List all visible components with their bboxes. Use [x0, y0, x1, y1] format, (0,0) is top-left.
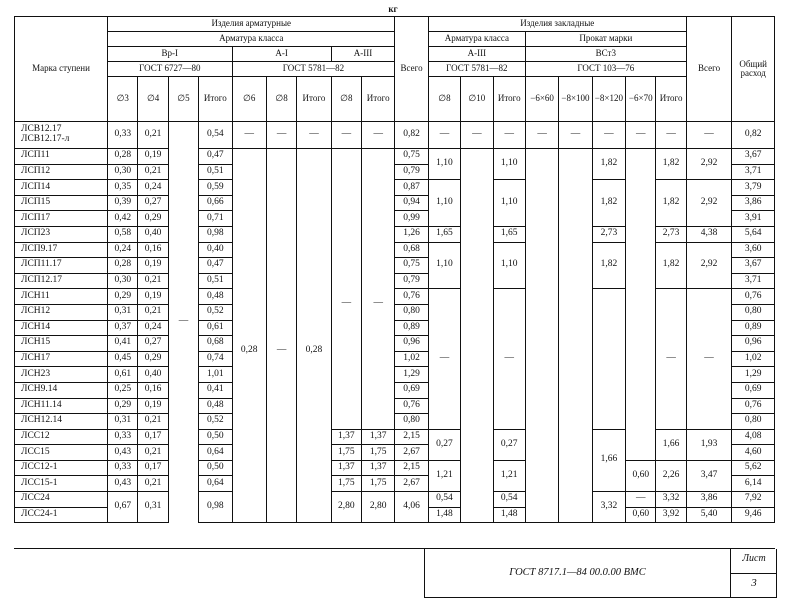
rolled-itogo-cell: — [656, 289, 686, 429]
grade-cell: ЛСН17 [15, 351, 108, 367]
title-block [14, 548, 775, 597]
emb-itogo-cell: 1,65 [493, 226, 525, 242]
d3-cell: 0,35 [108, 180, 138, 196]
table-row [15, 289, 775, 305]
gost-emb-header: ГОСТ 5781—82 [428, 62, 525, 77]
grade-cell: ЛСН15 [15, 336, 108, 352]
overall-cell: 1,02 [732, 351, 775, 367]
grade-cell: ЛСП11 [15, 149, 108, 165]
emb-itogo-cell: 1,10 [493, 149, 525, 180]
d4-cell: 0,21 [138, 164, 168, 180]
d3-cell: 0,31 [108, 304, 138, 320]
emb-total-cell: 4,38 [686, 226, 732, 242]
emb-p3-cell: — [592, 122, 625, 149]
d3-cell: 0,41 [108, 336, 138, 352]
col-itogo-a3: Итого [361, 77, 394, 122]
d3-cell: 0,28 [108, 258, 138, 274]
d4-cell: 0,24 [138, 180, 168, 196]
grade-cell: ЛСН11 [15, 289, 108, 305]
d8-a3-cell [331, 149, 361, 180]
rolled-8x120-cell: 1,66 [592, 429, 625, 491]
col-d8-emb: ∅8 [428, 77, 460, 122]
d4-cell: 0,19 [138, 398, 168, 414]
emb-d8-cell: — [428, 289, 460, 429]
total-rebar-cell: 2,15 [395, 460, 428, 476]
d8-a1-cell: — [266, 180, 296, 523]
d3-cell: 0,43 [108, 476, 138, 492]
d6-cell: 0,28 [232, 180, 266, 523]
total-rebar-cell: 0,82 [395, 122, 428, 149]
itogo-vr-cell: 0,64 [199, 445, 232, 461]
total-rebar-cell: 0,75 [395, 258, 428, 274]
itogo-a3-cell: — [361, 180, 394, 430]
itogo-vr-cell: 0,51 [199, 273, 232, 289]
d3-cell: 0,25 [108, 382, 138, 398]
overall-cell: 7,92 [732, 492, 775, 508]
overall-cell: 3,71 [732, 164, 775, 180]
total-rebar-cell: 4,06 [395, 492, 428, 523]
d3-cell: 0,37 [108, 320, 138, 336]
overall-cell: 9,46 [732, 507, 775, 523]
d3-cell: 0,29 [108, 289, 138, 305]
d4-cell: 0,16 [138, 382, 168, 398]
gost-a-header: ГОСТ 5781—82 [232, 62, 395, 77]
itogo-vr-cell: 0,48 [199, 289, 232, 305]
total-rebar-cell: 0,79 [395, 164, 428, 180]
emb-d10-cell [461, 149, 493, 523]
col-itogo-vr: Итого [199, 77, 232, 122]
d4-cell: 0,19 [138, 258, 168, 274]
d8-a1-cell [266, 149, 296, 180]
grade-cell: ЛСП12 [15, 164, 108, 180]
emb-itogo-cell: 0,27 [493, 429, 525, 460]
overall-cell: 3,86 [732, 195, 775, 211]
overall-cell: 3,67 [732, 258, 775, 274]
emb-total-cell: 1,93 [686, 429, 732, 460]
overall-cell: 3,71 [732, 273, 775, 289]
d4-cell: 0,31 [138, 492, 168, 523]
d3-cell: 0,61 [108, 367, 138, 383]
rolled-itogo-cell: 2,73 [656, 226, 686, 242]
overall-cell: 1,29 [732, 367, 775, 383]
total-rebar-cell: 0,76 [395, 289, 428, 305]
d6-cell: — [232, 122, 266, 149]
total-rebar-cell: 2,67 [395, 445, 428, 461]
emb-d8-cell: 1,10 [428, 149, 460, 180]
total-rebar-header: Всего [395, 17, 428, 122]
overall-cell: 3,91 [732, 211, 775, 227]
emb-total-cell: 2,92 [686, 242, 732, 289]
col-itogo-rolled: Итого [656, 77, 686, 122]
table-row [15, 226, 775, 242]
emb-itogo-cell: 1,10 [493, 180, 525, 227]
d3-cell: 0,42 [108, 211, 138, 227]
grade-cell: ЛСП9.17 [15, 242, 108, 258]
emb-d8-cell: 1,21 [428, 460, 460, 491]
a1-header: А-I [232, 47, 331, 62]
grade-cell: ЛСН14 [15, 320, 108, 336]
grade-cell: ЛСП12.17 [15, 273, 108, 289]
emb-itogo-cell: 1,21 [493, 460, 525, 491]
itogo-vr-cell: 0,98 [199, 226, 232, 242]
rolled-itogo-cell: 1,82 [656, 149, 686, 180]
emb-p2-cell: — [559, 122, 592, 149]
d4-cell: 0,21 [138, 304, 168, 320]
rolled-6x70-cell [626, 149, 656, 461]
rolled-8x100-cell [559, 149, 592, 523]
col-d8-a1: ∅8 [266, 77, 296, 122]
table-row [15, 492, 775, 508]
itogo-vr-cell: 0,64 [199, 476, 232, 492]
rolled-8x120-cell: 1,82 [592, 180, 625, 227]
rolled-6x70-cell: 0,60 [626, 460, 656, 491]
grade-cell: ЛСП14 [15, 180, 108, 196]
grade-cell: ЛСП17 [15, 211, 108, 227]
total-rebar-cell: 0,80 [395, 304, 428, 320]
d4-cell: 0,27 [138, 195, 168, 211]
itogo-vr-cell: 0,47 [199, 149, 232, 165]
total-rebar-cell: 0,69 [395, 382, 428, 398]
col-d8-a3: ∅8 [331, 77, 361, 122]
col-6x60: −6×60 [525, 77, 558, 122]
itogo-vr-cell: 0,68 [199, 336, 232, 352]
vr1-header: Вр-I [108, 47, 232, 62]
total-rebar-cell: 1,29 [395, 367, 428, 383]
d4-cell: 0,17 [138, 429, 168, 445]
total-rebar-cell: 0,76 [395, 398, 428, 414]
a3-header: А-III [331, 47, 395, 62]
overall-cell: 0,76 [732, 398, 775, 414]
d3-cell: 0,28 [108, 149, 138, 165]
col-d4: ∅4 [138, 77, 168, 122]
d3-cell: 0,33 [108, 460, 138, 476]
d8-a3-cell: — [331, 122, 361, 149]
rolled-6x70-cell: 0,60 [626, 507, 656, 523]
emb-total-cell: 3,47 [686, 460, 732, 491]
emb-eit-cell: — [493, 122, 525, 149]
emb-itogo-cell: 1,48 [493, 507, 525, 523]
a3-emb-header: А-III [428, 47, 525, 62]
itogo-vr-cell: 0,52 [199, 304, 232, 320]
d3-cell: 0,67 [108, 492, 138, 523]
overall-cell: 0,69 [732, 382, 775, 398]
d4-cell: 0,19 [138, 289, 168, 305]
itogo-vr-cell: 0,61 [199, 320, 232, 336]
table-row [15, 180, 775, 196]
total-rebar-cell: 0,75 [395, 149, 428, 165]
col-d10-emb: ∅10 [461, 77, 493, 122]
spec-table [14, 16, 775, 523]
itogo-a3-cell: 1,75 [361, 476, 394, 492]
total-rebar-cell: 0,68 [395, 242, 428, 258]
grade-cell: ЛСС24-1 [15, 507, 108, 523]
d8-a3-cell: 1,37 [331, 460, 361, 476]
d3-cell: 0,45 [108, 351, 138, 367]
overall-cell: 6,14 [732, 476, 775, 492]
rolled-header: Прокат марки [525, 32, 686, 47]
emb-p1-cell: — [525, 122, 558, 149]
total-rebar-cell: 0,89 [395, 320, 428, 336]
d3-cell: 0,33 [108, 429, 138, 445]
d3-cell: 0,33 [108, 122, 138, 149]
overall-cell: 0,80 [732, 414, 775, 430]
emb-total-cell: 3,86 [686, 492, 732, 508]
col-itogo-a1: Итого [297, 77, 331, 122]
rolled-8x120-cell: 2,73 [592, 226, 625, 242]
col-6x70: −6×70 [626, 77, 656, 122]
emb-d8-cell: 1,48 [428, 507, 460, 523]
rolled-8x120-cell: 1,82 [592, 242, 625, 289]
itogo-vr-cell: 0,40 [199, 242, 232, 258]
grade-cell: ЛСН12.14 [15, 414, 108, 430]
overall-cell: 3,67 [732, 149, 775, 165]
rebar-group-header: Изделия арматурные [108, 17, 395, 32]
rolled-8x120-cell: 3,32 [592, 492, 625, 523]
d3-cell: 0,29 [108, 398, 138, 414]
d4-cell: 0,29 [138, 211, 168, 227]
document-code: ГОСТ 8717.1—84 00.0.00 ВМС [509, 567, 646, 578]
d3-cell: 0,58 [108, 226, 138, 242]
itogo-vr-cell: 0,59 [199, 180, 232, 196]
total-rebar-cell: 1,26 [395, 226, 428, 242]
itogo-vr-cell: 0,66 [199, 195, 232, 211]
d4-cell: 0,21 [138, 122, 168, 149]
emb-d8-cell: 0,27 [428, 429, 460, 460]
itogo-vr-cell: 1,01 [199, 367, 232, 383]
grade-cell: ЛСВ12.17 ЛСВ12.17-л [15, 122, 108, 149]
total-rebar-cell: 0,99 [395, 211, 428, 227]
d4-cell: 0,21 [138, 476, 168, 492]
d4-cell: 0,16 [138, 242, 168, 258]
itogo-vr-cell: 0,54 [199, 122, 232, 149]
gost-vr-header: ГОСТ 6727—80 [108, 62, 232, 77]
rebar-class-header: Арматура класса [108, 32, 395, 47]
rolled-itogo-cell: 1,66 [656, 429, 686, 460]
grade-cell: ЛСС15 [15, 445, 108, 461]
d4-cell: 0,27 [138, 336, 168, 352]
col-d5: ∅5 [168, 77, 198, 122]
total-rebar-cell: 2,15 [395, 429, 428, 445]
itogo-vr-cell: 0,74 [199, 351, 232, 367]
d4-cell: 0,24 [138, 320, 168, 336]
col-8x120: −8×120 [592, 77, 625, 122]
rolled-8x120-cell [592, 289, 625, 429]
d4-cell: 0,21 [138, 414, 168, 430]
emb-total-cell: 2,92 [686, 149, 732, 180]
d4-cell: 0,21 [138, 273, 168, 289]
itogo-a3-cell: 1,37 [361, 429, 394, 445]
sheet-number: 3 [751, 577, 757, 589]
itogo-a3-cell [361, 149, 394, 180]
d6-cell [232, 149, 266, 180]
emb-itogo-cell: 0,54 [493, 492, 525, 508]
emb-total-cell: 2,92 [686, 180, 732, 227]
rolled-6x60-cell [525, 149, 558, 523]
col-8x100: −8×100 [559, 77, 592, 122]
vst3-header: ВСт3 [525, 47, 686, 62]
itogo-a3-cell: 1,37 [361, 460, 394, 476]
emb-e10-cell: — [461, 122, 493, 149]
itogo-vr-cell: 0,51 [199, 164, 232, 180]
table-row [15, 429, 775, 445]
sheet-label: Лист [742, 553, 766, 564]
d3-cell: 0,43 [108, 445, 138, 461]
d4-cell: 0,19 [138, 149, 168, 165]
itogo-vr-cell: 0,47 [199, 258, 232, 274]
itogo-vr-cell: 0,52 [199, 414, 232, 430]
itogo-a1-cell: 0,28 [297, 180, 331, 523]
itogo-vr-cell: 0,41 [199, 382, 232, 398]
rolled-6x70-cell: — [626, 492, 656, 508]
grade-cell: ЛСН23 [15, 367, 108, 383]
grade-cell: ЛСП23 [15, 226, 108, 242]
sheet-divider [731, 573, 777, 574]
d3-cell: 0,30 [108, 273, 138, 289]
table-row [15, 242, 775, 258]
overall-cell: 5,62 [732, 460, 775, 476]
rolled-itogo-cell: 1,82 [656, 180, 686, 227]
grade-cell: ЛСС15-1 [15, 476, 108, 492]
grade-header: Марка ступени [15, 17, 108, 122]
table-row [15, 460, 775, 476]
d3-cell: 0,31 [108, 414, 138, 430]
col-d3: ∅3 [108, 77, 138, 122]
d4-cell: 0,21 [138, 445, 168, 461]
overall-cell: 0,76 [732, 289, 775, 305]
d4-cell: 0,17 [138, 460, 168, 476]
embedded-group-header: Изделия закладные [428, 17, 686, 32]
total-rebar-cell: 0,80 [395, 414, 428, 430]
itogo-a3-cell: — [361, 122, 394, 149]
grade-cell: ЛСС24 [15, 492, 108, 508]
itogo-vr-cell: 0,48 [199, 398, 232, 414]
col-itogo-emb: Итого [493, 77, 525, 122]
overall-cell: 0,89 [732, 320, 775, 336]
emb-d8-cell: 1,65 [428, 226, 460, 242]
d3-cell: 0,39 [108, 195, 138, 211]
emb-class-header: Арматура класса [428, 32, 525, 47]
total-rebar-cell: 0,79 [395, 273, 428, 289]
d8-a3-cell: 2,80 [331, 492, 361, 523]
overall-header: Общий расход [732, 17, 775, 122]
emb-p4-cell: — [626, 122, 656, 149]
table-row [15, 122, 775, 149]
grade-cell: ЛСП15 [15, 195, 108, 211]
itogo-a1-cell [297, 149, 331, 180]
rolled-itogo-cell: 3,32 [656, 492, 686, 508]
stamp-box [424, 549, 777, 598]
overall-cell: 0,80 [732, 304, 775, 320]
d8-a3-cell: — [331, 180, 361, 430]
overall-cell: 3,79 [732, 180, 775, 196]
grade-cell: ЛСС12 [15, 429, 108, 445]
d4-cell: 0,40 [138, 367, 168, 383]
emb-d8-cell: 1,10 [428, 180, 460, 227]
d4-cell: 0,29 [138, 351, 168, 367]
itogo-a3-cell: 1,75 [361, 445, 394, 461]
d8-a3-cell: 1,75 [331, 445, 361, 461]
d5-cell: — [168, 122, 198, 523]
d8-a1-cell: — [266, 122, 296, 149]
overall-cell: 0,82 [732, 122, 775, 149]
overall-cell: 0,96 [732, 336, 775, 352]
table-row [15, 149, 775, 165]
emb-e8-cell: — [428, 122, 460, 149]
d8-a3-cell: 1,75 [331, 476, 361, 492]
rolled-itogo-cell: 2,26 [656, 460, 686, 491]
itogo-a1-cell: — [297, 122, 331, 149]
total-rebar-cell: 0,87 [395, 180, 428, 196]
itogo-vr-cell: 0,50 [199, 429, 232, 445]
grade-cell: ЛСП11.17 [15, 258, 108, 274]
rolled-8x120-cell: 1,82 [592, 149, 625, 180]
total-rebar-cell: 2,67 [395, 476, 428, 492]
emb-d8-cell: 1,10 [428, 242, 460, 289]
total-rebar-cell: 1,02 [395, 351, 428, 367]
emb-itogo-cell: — [493, 289, 525, 429]
overall-cell: 5,64 [732, 226, 775, 242]
emb-total-cell: — [686, 289, 732, 429]
total-rebar-cell: 0,94 [395, 195, 428, 211]
grade-cell: ЛСН9.14 [15, 382, 108, 398]
d3-cell: 0,24 [108, 242, 138, 258]
itogo-vr-cell: 0,50 [199, 460, 232, 476]
itogo-vr-cell: 0,98 [199, 492, 232, 523]
grade-cell: ЛСН12 [15, 304, 108, 320]
emb-d8-cell: 0,54 [428, 492, 460, 508]
rolled-itogo-cell: 1,82 [656, 242, 686, 289]
grade-cell: ЛСН11.14 [15, 398, 108, 414]
overall-cell: 3,60 [732, 242, 775, 258]
gost-rolled-header: ГОСТ 103—76 [525, 62, 686, 77]
emb-itogo-cell: 1,10 [493, 242, 525, 289]
rolled-itogo-cell: 3,92 [656, 507, 686, 523]
d4-cell: 0,40 [138, 226, 168, 242]
grade-cell: ЛСС12-1 [15, 460, 108, 476]
d8-a3-cell: 1,37 [331, 429, 361, 445]
d3-cell: 0,30 [108, 164, 138, 180]
itogo-a3-cell: 2,80 [361, 492, 394, 523]
total-emb-header: Всего [686, 17, 732, 122]
emb-total-cell: 5,40 [686, 507, 732, 523]
emb-pit-cell: — [656, 122, 686, 149]
sheet-box [730, 549, 777, 597]
itogo-vr-cell: 0,71 [199, 211, 232, 227]
overall-cell: 4,60 [732, 445, 775, 461]
unit-label: кг [388, 4, 398, 14]
overall-cell: 4,08 [732, 429, 775, 445]
total-rebar-cell: 0,96 [395, 336, 428, 352]
emb-etot-cell: — [686, 122, 732, 149]
col-d6: ∅6 [232, 77, 266, 122]
